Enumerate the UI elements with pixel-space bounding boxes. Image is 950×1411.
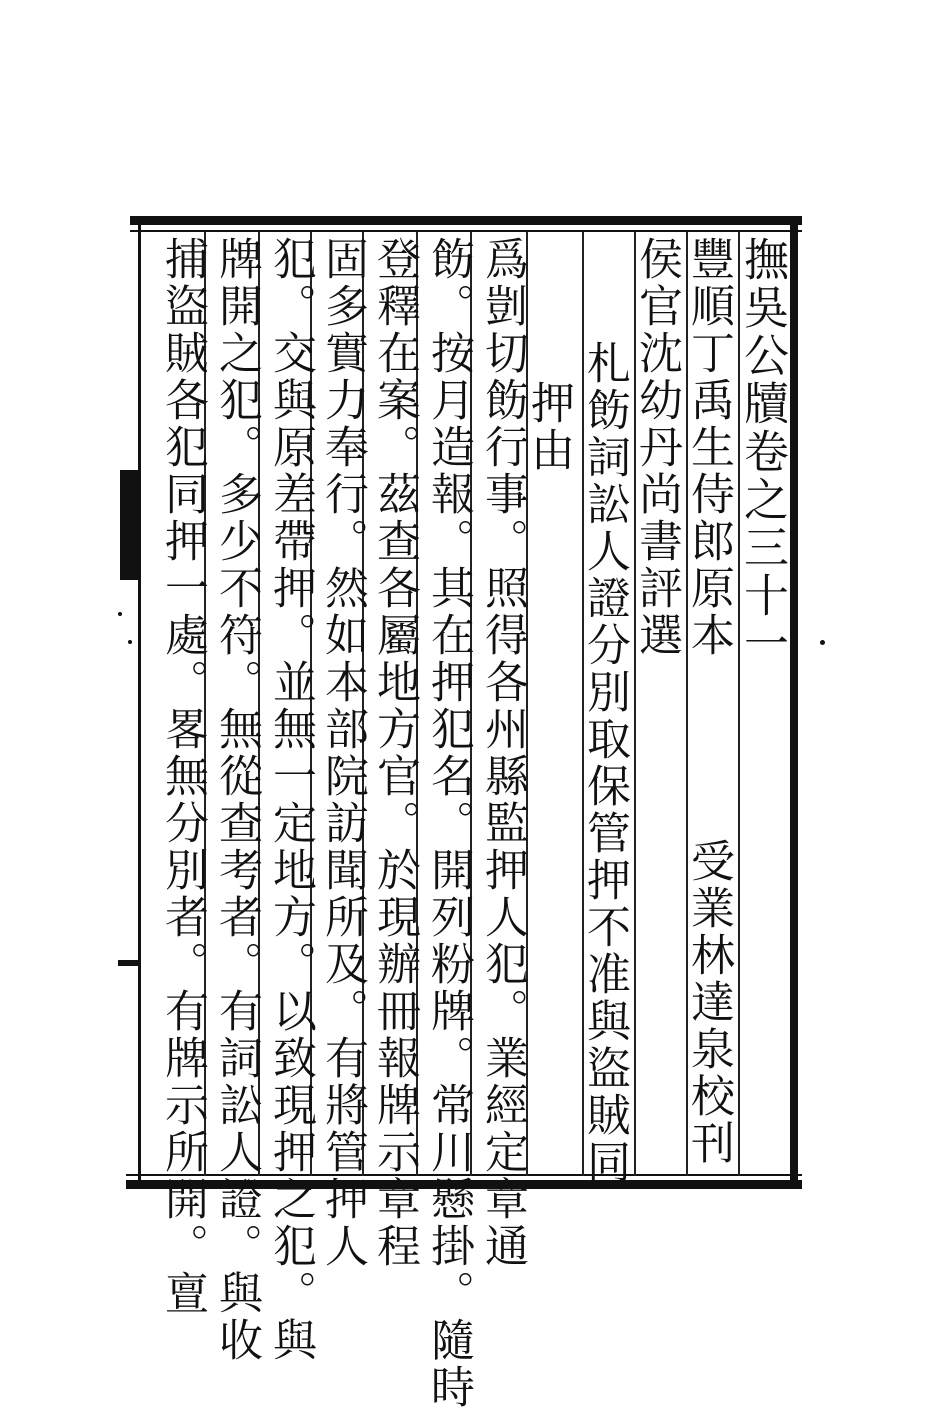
left-border-rule [138,222,141,1186]
body-line: 牌開之犯。多少不符。無從查考者。有詞訟人證。與收 [211,236,262,1364]
body-line: 犯。交與原差帶押。並無一定地方。以致現押之犯。與 [265,236,316,1364]
section-heading: 押由 [523,380,574,474]
document-heading: 札飭詞訟人證分別取保管押不准與盜賊同 [579,340,630,1186]
top-border-rule [130,216,802,225]
margin-fold-mark [120,470,138,580]
body-line: 登釋在案。茲查各屬地方官。於現辦冊報牌示章程 [369,236,420,1270]
right-border-rule [790,222,798,1186]
body-line: 飭。按月造報。其在押犯名。開列粉牌。常川懸掛。隨時 [423,236,474,1411]
ink-speck [820,640,825,645]
editor-line: 侯官沈幼丹尚書評選 [631,236,682,659]
top-border-inner-rule [130,230,802,232]
ink-speck [118,612,122,616]
body-line: 爲剴切飭行事。照得各州縣監押人犯。業經定章通 [477,236,528,1270]
margin-fold-mark [118,960,140,966]
body-line: 捕盜賊各犯同押一處。畧無分別者。有牌示所開。亶 [157,236,208,1317]
proofreader-line: 受業林達泉校刊 [683,838,734,1167]
volume-title: 撫吳公牘卷之三十一 [736,236,789,668]
body-line: 固多實力奉行。然如本部院訪聞所及。有將管押人 [317,236,368,1270]
author-line: 豐順丁禹生侍郎原本 [683,236,734,659]
ink-speck [128,640,132,644]
